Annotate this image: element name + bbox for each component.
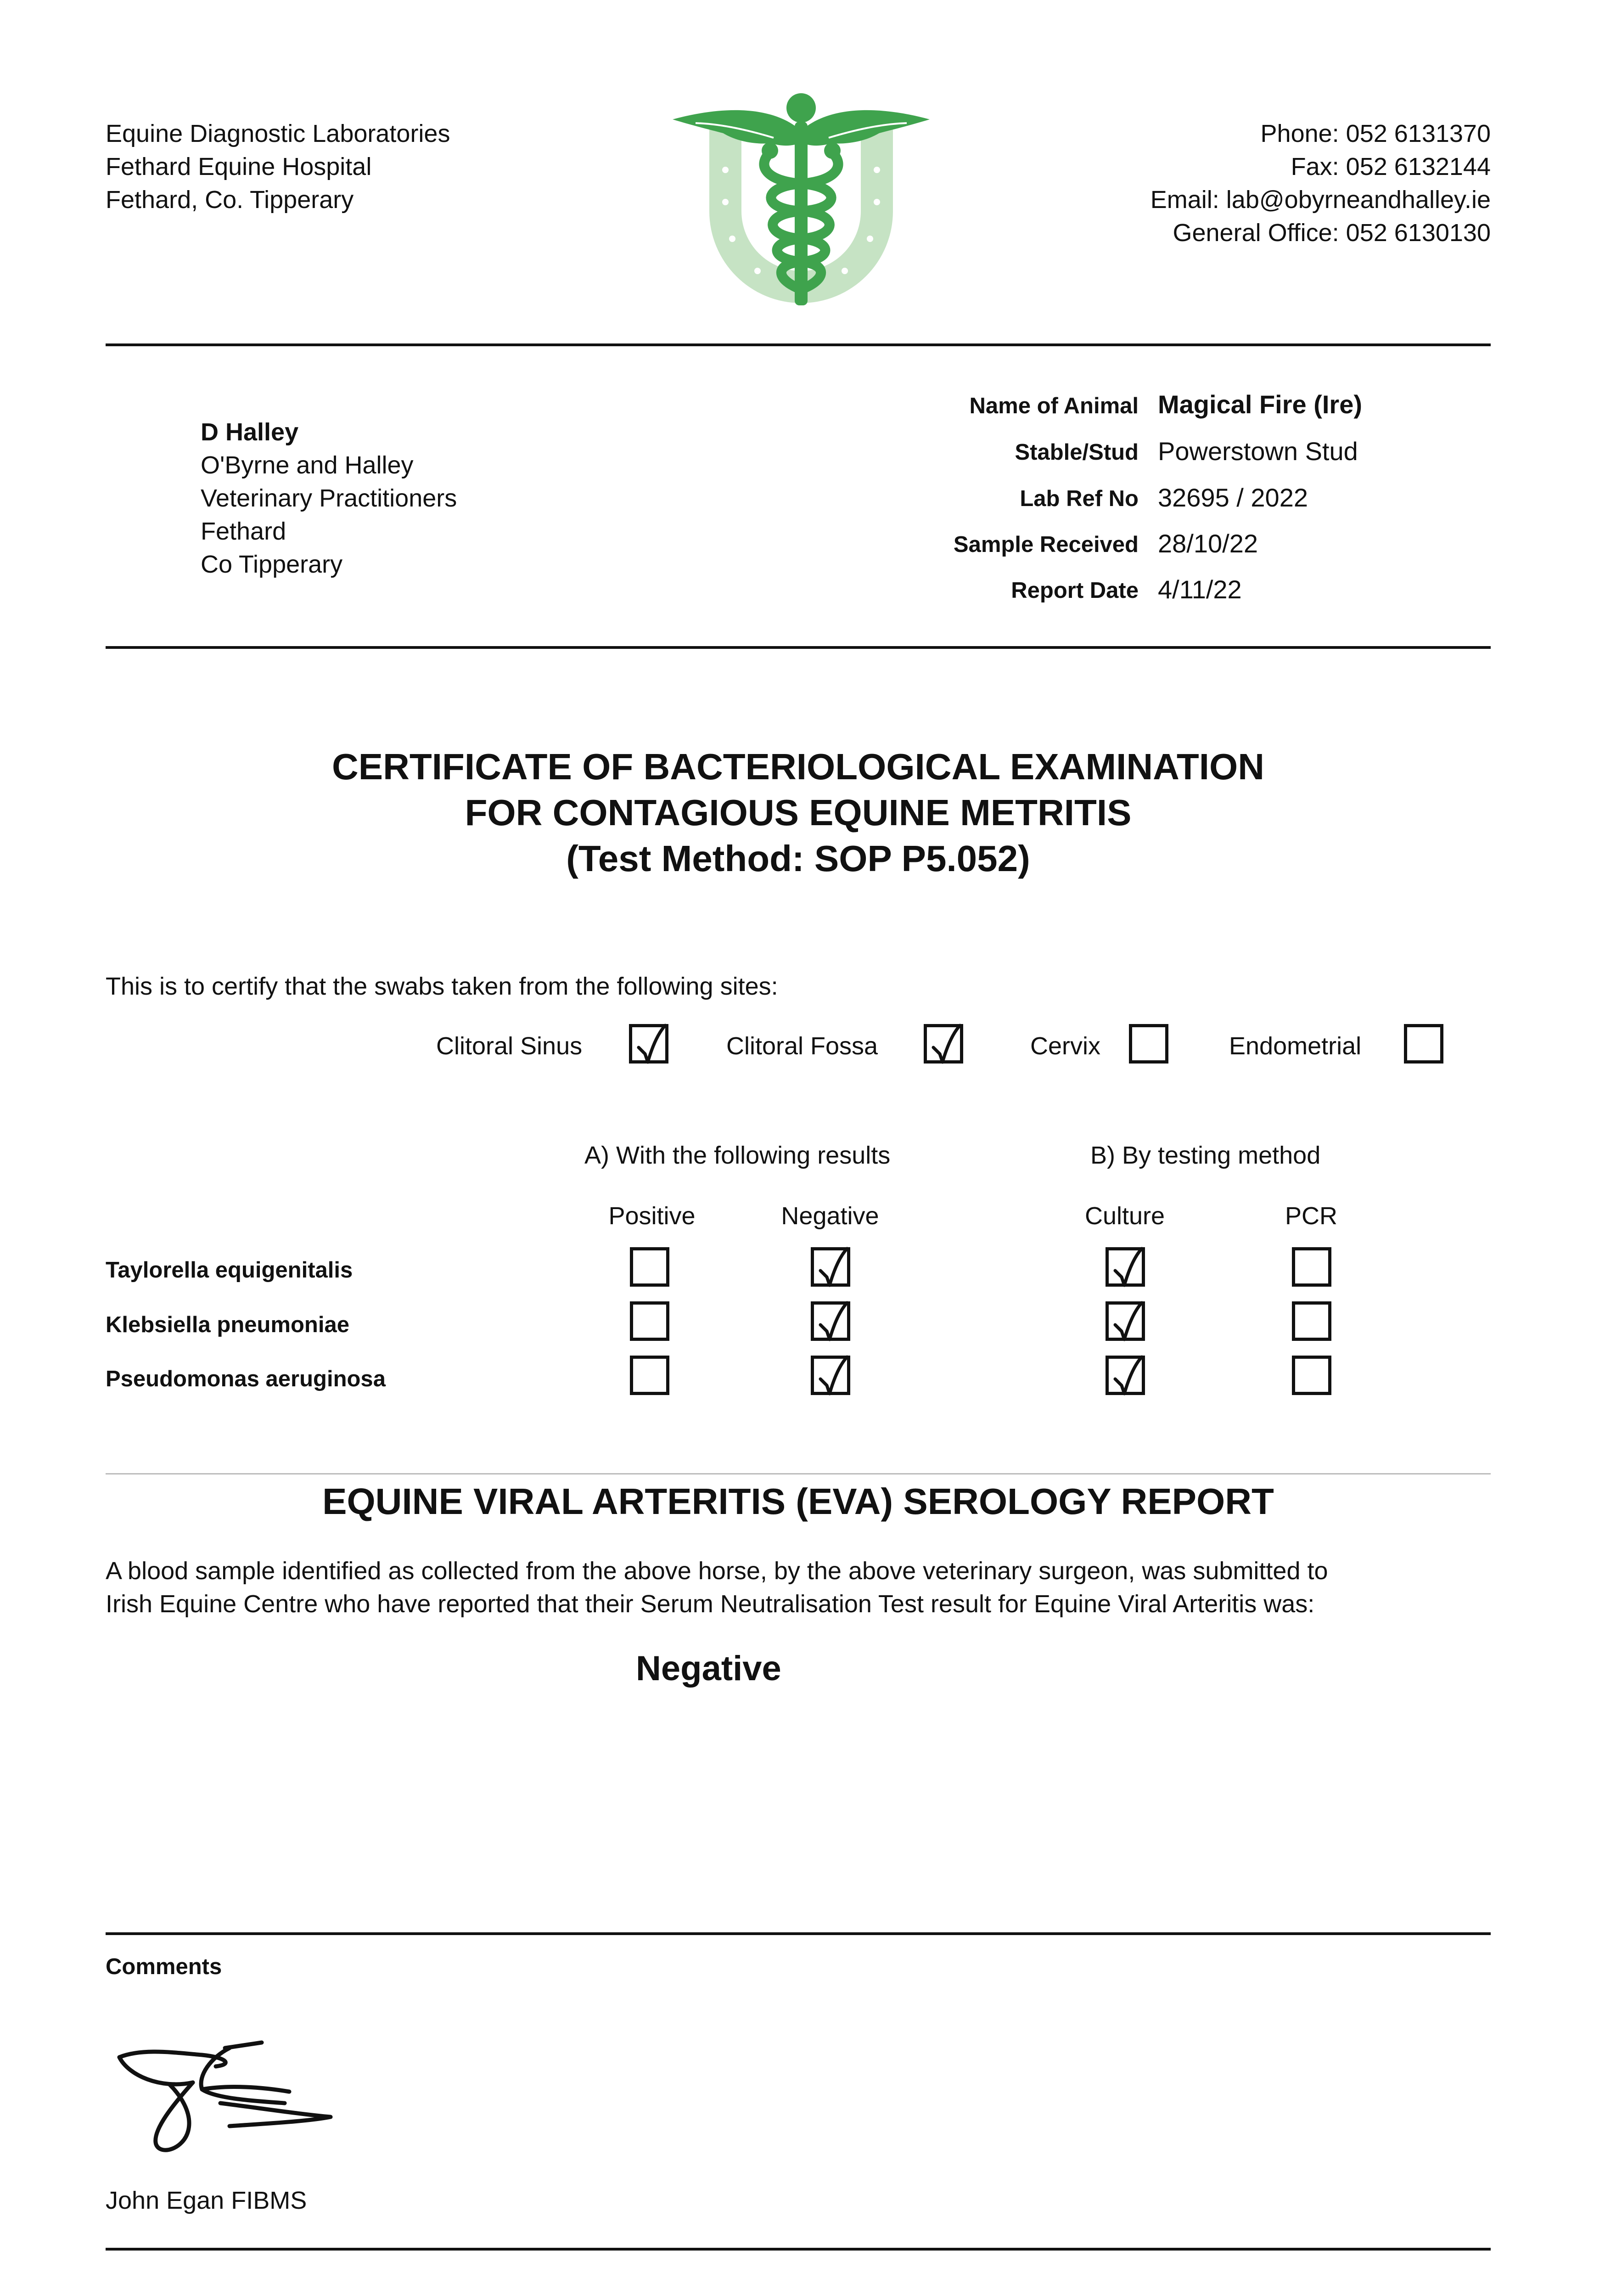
check-icon bbox=[817, 1355, 849, 1399]
lab-address-line: Fethard Equine Hospital bbox=[106, 153, 372, 180]
certificate-title-line: (Test Method: SOP P5.052) bbox=[566, 838, 1030, 879]
comments-divider bbox=[106, 1932, 1491, 1935]
general-office-text: General Office: 052 6130130 bbox=[1173, 219, 1491, 247]
checkbox-pcr[interactable] bbox=[1292, 1356, 1331, 1395]
checkbox-pcr[interactable] bbox=[1292, 1301, 1331, 1341]
column-culture: Culture bbox=[1084, 1202, 1165, 1230]
certify-intro: This is to certify that the swabs taken from the following sites: bbox=[106, 973, 778, 1000]
recipient-name: D Halley bbox=[201, 418, 299, 446]
checkbox-clitoral-sinus[interactable] bbox=[629, 1024, 668, 1064]
recipient-line: Co Tipperary bbox=[201, 551, 343, 578]
detail-label: Lab Ref No bbox=[1020, 486, 1139, 511]
phone-text: Phone: 052 6131370 bbox=[1260, 120, 1491, 147]
detail-label: Stable/Stud bbox=[1015, 440, 1139, 465]
lab-address-line: Equine Diagnostic Laboratories bbox=[106, 120, 450, 147]
recipient-line: Veterinary Practitioners bbox=[201, 484, 457, 512]
checkbox-negative[interactable] bbox=[811, 1247, 850, 1287]
caduceus-horseshoe-logo bbox=[668, 87, 934, 317]
detail-label: Name of Animal bbox=[969, 394, 1139, 418]
animal-name: Magical Fire (Ire) bbox=[1158, 390, 1363, 419]
signatory-name: John Egan FIBMS bbox=[106, 2187, 307, 2214]
checkbox-pcr[interactable] bbox=[1292, 1247, 1331, 1287]
stable-value: Powerstown Stud bbox=[1158, 437, 1358, 466]
lab-contact bbox=[1151, 117, 1491, 249]
checkbox-culture[interactable] bbox=[1106, 1247, 1145, 1287]
checkbox-culture[interactable] bbox=[1106, 1356, 1145, 1395]
checkbox-negative[interactable] bbox=[811, 1356, 850, 1395]
recipient-line: Fethard bbox=[201, 518, 286, 545]
check-icon bbox=[1111, 1301, 1144, 1345]
check-icon bbox=[635, 1024, 667, 1068]
eva-result: Negative bbox=[636, 1649, 781, 1688]
eva-divider bbox=[106, 1473, 1491, 1474]
site-label: Clitoral Fossa bbox=[726, 1032, 878, 1060]
column-negative: Negative bbox=[781, 1202, 879, 1230]
lab-address-line: Fethard, Co. Tipperary bbox=[106, 186, 354, 214]
checkbox-positive[interactable] bbox=[630, 1356, 669, 1395]
column-positive: Positive bbox=[608, 1202, 696, 1230]
site-label: Clitoral Sinus bbox=[436, 1032, 583, 1060]
detail-label: Report Date bbox=[1011, 578, 1139, 603]
report-date-value: 4/11/22 bbox=[1158, 575, 1242, 604]
checkbox-cervix[interactable] bbox=[1129, 1024, 1168, 1064]
checkbox-positive[interactable] bbox=[630, 1247, 669, 1287]
check-icon bbox=[1111, 1355, 1144, 1399]
site-label: Endometrial bbox=[1229, 1032, 1362, 1060]
checkbox-positive[interactable] bbox=[630, 1301, 669, 1341]
eva-body-line: Irish Equine Centre who have reported that their Serum Neutralisation Test result for Equine Viral Arteritis was: bbox=[106, 1590, 1315, 1618]
lab-ref-value: 32695 / 2022 bbox=[1158, 483, 1308, 512]
check-icon bbox=[1111, 1247, 1144, 1291]
eva-body bbox=[106, 1554, 1328, 1621]
checkbox-clitoral-fossa[interactable] bbox=[924, 1024, 963, 1064]
check-icon bbox=[930, 1024, 962, 1068]
section-a-heading: A) With the following results bbox=[584, 1142, 891, 1169]
organism-name: Pseudomonas aeruginosa bbox=[106, 1367, 386, 1391]
email-text: Email: lab@obyrneandhalley.ie bbox=[1150, 186, 1491, 214]
organism-name: Klebsiella pneumoniae bbox=[106, 1312, 349, 1337]
comments-label: Comments bbox=[106, 1954, 222, 1979]
eva-body-line: A blood sample identified as collected from the above horse, by the above veterinary surgeon, was submitted to bbox=[106, 1557, 1328, 1585]
signature bbox=[110, 2039, 349, 2158]
checkbox-negative[interactable] bbox=[811, 1301, 850, 1341]
certificate-title-line: FOR CONTAGIOUS EQUINE METRITIS bbox=[465, 792, 1132, 833]
fax-text: Fax: 052 6132144 bbox=[1291, 153, 1491, 180]
organism-name: Taylorella equigenitalis bbox=[106, 1258, 353, 1283]
detail-label: Sample Received bbox=[953, 532, 1139, 557]
eva-title: EQUINE VIRAL ARTERITIS (EVA) SEROLOGY REPORT bbox=[322, 1481, 1274, 1522]
lab-address bbox=[106, 117, 450, 216]
certificate-title bbox=[106, 744, 1491, 882]
details-divider bbox=[106, 646, 1491, 649]
checkbox-culture[interactable] bbox=[1106, 1301, 1145, 1341]
recipient-line: O'Byrne and Halley bbox=[201, 451, 414, 479]
checkbox-endometrial[interactable] bbox=[1404, 1024, 1443, 1064]
certificate-title-line: CERTIFICATE OF BACTERIOLOGICAL EXAMINATION bbox=[331, 746, 1265, 787]
site-label: Cervix bbox=[1030, 1032, 1101, 1060]
sample-received-value: 28/10/22 bbox=[1158, 529, 1258, 558]
recipient-block bbox=[201, 416, 457, 581]
check-icon bbox=[817, 1301, 849, 1345]
footer-divider bbox=[106, 2248, 1491, 2251]
section-b-heading: B) By testing method bbox=[1090, 1142, 1321, 1169]
header-divider bbox=[106, 343, 1491, 346]
column-pcr: PCR bbox=[1285, 1202, 1337, 1230]
check-icon bbox=[817, 1247, 849, 1291]
